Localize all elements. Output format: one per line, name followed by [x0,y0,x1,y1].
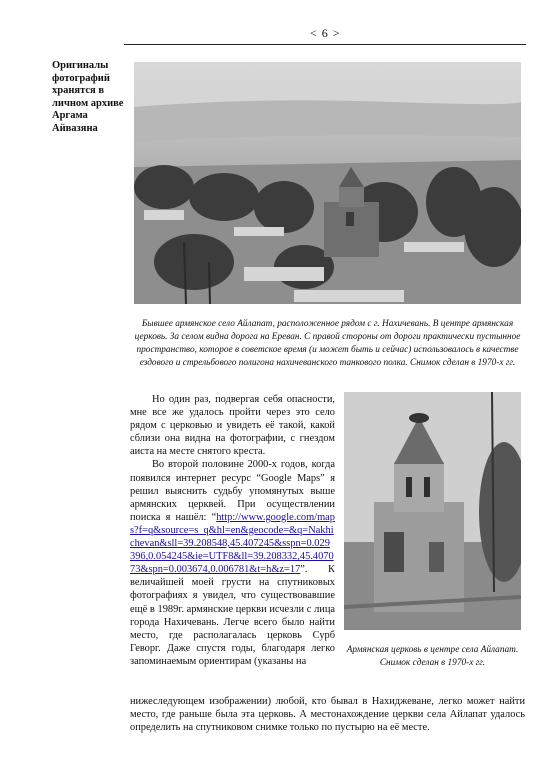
body-text-full-width: нижеследующем изображении) любой, кто бывал в Нахиджеване, легко может найти место, где раньше была эта церковь. А местонахождение церкви села Айлапат удалось определить на спутниковом снимке только по пустырю на её месте. [130,696,525,734]
side-note: Оригиналы фотографий хранятся в личном архиве Аргама Айвазяна [52,60,124,134]
church-photo-caption: Армянская церковь в центре села Айлапат. Снимок сделан в 1970-х гг. [346,645,519,668]
google-maps-link[interactable]: http://www.google.com/maps?f=q&source=s_q&hl=en&geocode=&q=Nakhichevan&sll=39.208548,45.407245&sspn=0.029396,0.054245&ie=UTF8&ll=39.208332,45.407073&spn=0.003674,0.006781&t=h&z=17 [130,511,335,576]
body-text-column [130,393,335,668]
paragraph-2 [130,458,335,668]
page-number: < 6 > [310,26,341,40]
paragraph-2-start: Во второй половине 2000-х годов, когда появился интернет ресурс “Google Maps” я решил выяснить судьбу упомянутых выше армянских церквей. При осуществлении поиска я нашёл: “ [130,459,335,523]
village-photo [134,62,521,304]
header-rule [124,44,526,45]
paragraph-1: Но один раз, подвергая себя опасности, мне все же удалось пройти через это село рядом с церковью и увидеть её такой, какой сблизи она видна на фотографии, с гнездом аиста на месте снятого креста. [130,394,335,458]
paragraph-2-end: ”. К величайшей моей грусти на спутниковых фотографиях я увидел, что существовавшие ещё в 1989г. армянские церкви исчезли с лица города Нахичевань. Легче всего было найти место, где располагалась церковь Сурб Геворг. Даже спустя годы, благодаря легко запоминаемым ориентирам (указаны на [130,564,335,667]
church-photo [344,392,521,630]
village-photo-caption: Бывшее армянское село Айлапат, расположенное рядом с г. Нахичевань. В центре армянская церковь. За селом видна дорога на Ереван. С правой стороны от дороги практически пустынное пространство, которое в советское время (и может быть и сейчас) использовалось в качестве ездового и стрельбового полигона нахичеванского танкового полка. Снимок сделан в 1970-х гг. [134,319,521,368]
